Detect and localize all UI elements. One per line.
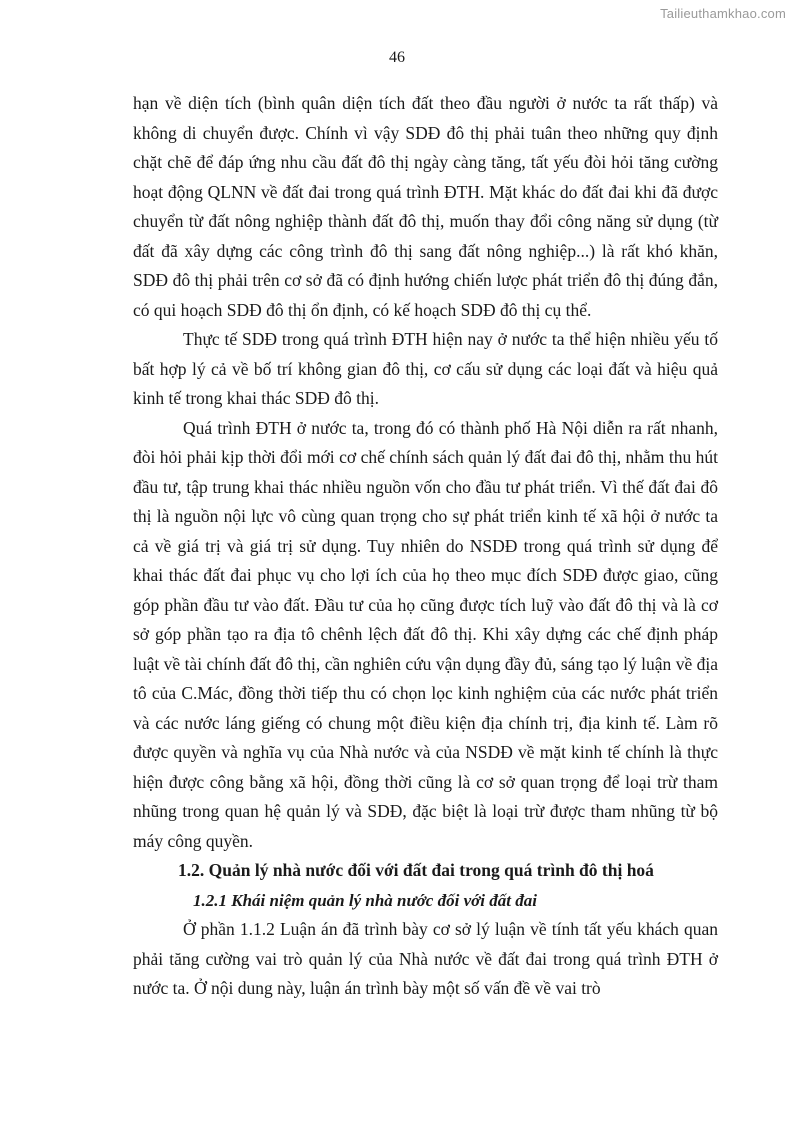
page-number: 46 xyxy=(389,49,405,66)
paragraph-continuation: hạn về diện tích (bình quân diện tích đất theo đầu người ở nước ta rất thấp) và không di chuyển được. Chính vì vậy SDĐ đô thị phải tuân theo những quy định chặt chẽ để đáp ứng nhu cầu đất đô thị ngày càng tăng, tất yếu đòi hỏi tăng cường hoạt động QLNN về đất đai trong quá trình ĐTH. Mặt khác do đất đai khi đã được chuyển từ đất nông nghiệp thành đất đô thị, muốn thay đổi công năng sử dụng (từ đất đã xây dựng các công trình đô thị sang đất nông nghiệp...) là rất khó khăn, SDĐ đô thị phải trên cơ sở đã có định hướng chiến lược phát triển đô thị đúng đắn, có qui hoạch SDĐ đô thị ổn định, có kế hoạch SDĐ đô thị cụ thể. xyxy=(133,93,718,320)
section-heading: 1.2. Quản lý nhà nước đối với đất đai trong quá trình đô thị hoá xyxy=(178,860,654,880)
paragraph: Thực tế SDĐ trong quá trình ĐTH hiện nay ở nước ta thể hiện nhiều yếu tố bất hợp lý cả về bố trí không gian đô thị, cơ cấu sử dụng các loại đất và hiệu quả kinh tế trong khai thác SDĐ đô thị. xyxy=(133,329,718,408)
watermark: Tailieuthamkhao.com xyxy=(660,6,786,21)
paragraph: Ở phần 1.1.2 Luận án đã trình bày cơ sở lý luận về tính tất yếu khách quan phải tăng cường vai trò quản lý của Nhà nước về đất đai trong quá trình ĐTH ở nước ta. Ở nội dung này, luận án trình bày một số vấn đề về vai trò xyxy=(133,919,718,998)
paragraph: Quá trình ĐTH ở nước ta, trong đó có thành phố Hà Nội diễn ra rất nhanh, đòi hỏi phải kịp thời đổi mới cơ chế chính sách quản lý đất đai đô thị, nhằm thu hút đầu tư, tập trung khai thác nhiều nguồn vốn cho đầu tư phát triển. Vì thế đất đai đô thị là nguồn nội lực vô cùng quan trọng cho sự phát triển kinh tế xã hội ở nước ta cả về giá trị và giá trị sử dụng. Tuy nhiên do NSDĐ trong quá trình sử dụng để khai thác đất đai phục vụ cho lợi ích của họ theo mục đích SDĐ được giao, cũng góp phần đầu tư vào đất. Đầu tư của họ cũng được tích luỹ vào đất đô thị và là cơ sở góp phần tạo ra địa tô chênh lệch đất đô thị. Khi xây dựng các chế định pháp luật về tài chính đất đô thị, cần nghiên cứu vận dụng đầy đủ, sáng tạo lý luận về địa tô của C.Mác, đồng thời tiếp thu có chọn lọc kinh nghiệm của các nước phát triển và các nước láng giếng có chung một điều kiện địa chính trị, địa kinh tế. Làm rõ được quyền và nghĩa vụ của Nhà nước và của NSDĐ về mặt kinh tế chính là thực hiện được công bằng xã hội, đồng thời cũng là cơ sở quan trọng để loại trừ tham nhũng trong quan hệ quản lý và SDĐ, đặc biệt là loại trừ được tham nhũng từ bộ máy công quyền. xyxy=(133,417,718,851)
subsection-heading: 1.2.1 Khái niệm quản lý nhà nước đối với đất đai xyxy=(193,890,537,910)
document-body xyxy=(133,89,718,1004)
